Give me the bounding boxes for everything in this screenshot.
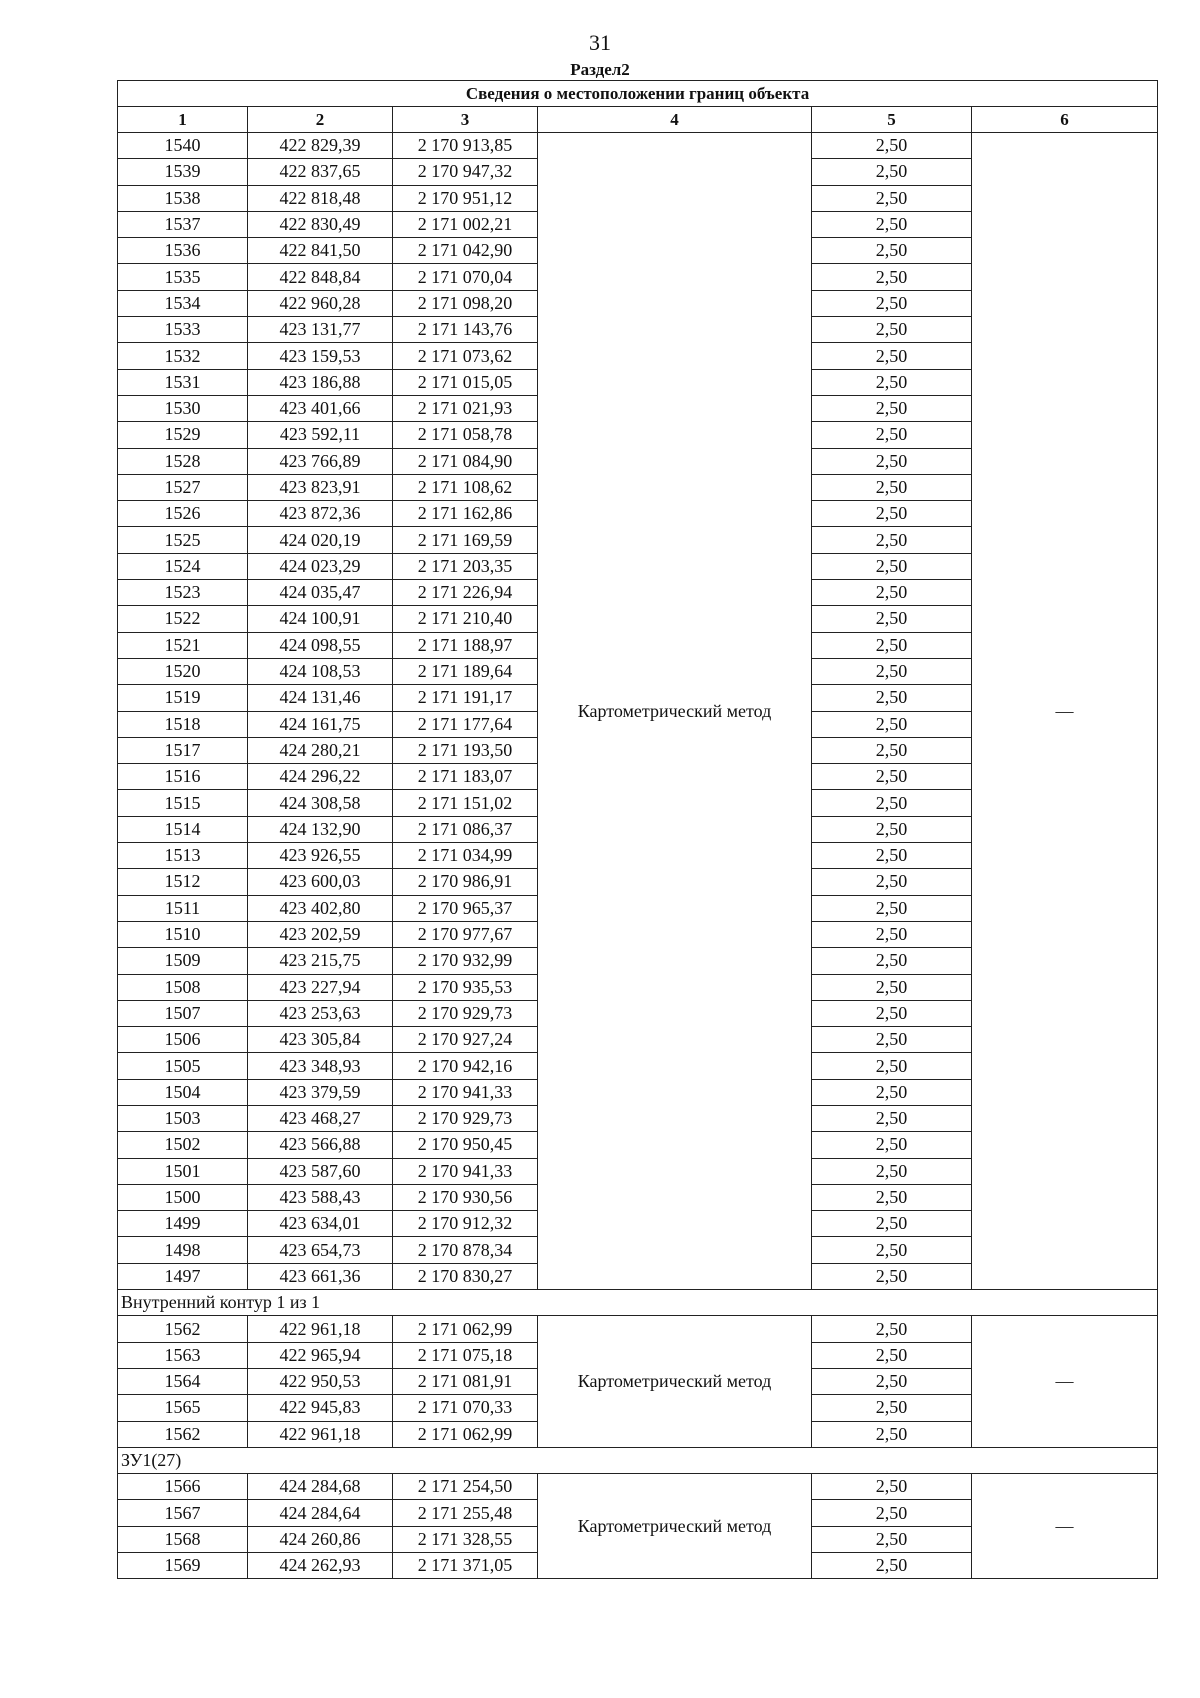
coordinate-y-cell: 2 170 942,16 [393, 1053, 538, 1079]
point-number-cell: 1538 [118, 185, 248, 211]
coordinate-y-cell: 2 171 143,76 [393, 317, 538, 343]
precision-cell: 2,50 [812, 737, 972, 763]
coordinate-x-cell: 423 402,80 [248, 895, 393, 921]
table-caption: Сведения о местоположении границ объекта [118, 81, 1158, 107]
coordinate-x-cell: 423 766,89 [248, 448, 393, 474]
coordinate-x-cell: 424 023,29 [248, 553, 393, 579]
coordinate-x-cell: 422 950,53 [248, 1368, 393, 1394]
coordinate-x-cell: 422 960,28 [248, 290, 393, 316]
precision-cell: 2,50 [812, 343, 972, 369]
precision-cell: 2,50 [812, 1105, 972, 1131]
precision-cell: 2,50 [812, 606, 972, 632]
point-number-cell: 1517 [118, 737, 248, 763]
coordinate-y-cell: 2 171 151,02 [393, 790, 538, 816]
precision-cell: 2,50 [812, 843, 972, 869]
coordinate-y-cell: 2 170 878,34 [393, 1237, 538, 1263]
point-number-cell: 1534 [118, 290, 248, 316]
coordinate-y-cell: 2 171 203,35 [393, 553, 538, 579]
precision-cell: 2,50 [812, 921, 972, 947]
coordinate-x-cell: 422 848,84 [248, 264, 393, 290]
contour-label: Внутренний контур 1 из 1 [118, 1290, 1158, 1316]
coordinate-x-cell: 424 262,93 [248, 1553, 393, 1579]
coordinate-y-cell: 2 171 098,20 [393, 290, 538, 316]
point-number-cell: 1528 [118, 448, 248, 474]
precision-cell: 2,50 [812, 1184, 972, 1210]
point-number-cell: 1512 [118, 869, 248, 895]
coordinate-x-cell: 423 379,59 [248, 1079, 393, 1105]
precision-cell: 2,50 [812, 580, 972, 606]
coordinate-x-cell: 422 829,39 [248, 133, 393, 159]
column-header-row [118, 107, 1158, 133]
contour-label-row [118, 1290, 1158, 1316]
method-cell: Картометрический метод [538, 1316, 812, 1447]
coordinate-x-cell: 423 468,27 [248, 1105, 393, 1131]
precision-cell: 2,50 [812, 290, 972, 316]
coordinate-y-cell: 2 170 977,67 [393, 921, 538, 947]
point-number-cell: 1562 [118, 1421, 248, 1447]
coordinate-x-cell: 422 837,65 [248, 159, 393, 185]
coordinate-x-cell: 423 131,77 [248, 317, 393, 343]
coordinate-x-cell: 422 841,50 [248, 238, 393, 264]
coordinate-x-cell: 423 305,84 [248, 1027, 393, 1053]
column-header-1: 1 [118, 107, 248, 133]
coordinate-x-cell: 423 872,36 [248, 501, 393, 527]
precision-cell: 2,50 [812, 658, 972, 684]
coordinate-x-cell: 423 566,88 [248, 1132, 393, 1158]
coordinate-x-cell: 424 098,55 [248, 632, 393, 658]
column-header-6: 6 [972, 107, 1158, 133]
point-number-cell: 1526 [118, 501, 248, 527]
coordinate-y-cell: 2 170 929,73 [393, 1000, 538, 1026]
precision-cell: 2,50 [812, 711, 972, 737]
coordinate-y-cell: 2 170 935,53 [393, 974, 538, 1000]
coordinate-y-cell: 2 171 177,64 [393, 711, 538, 737]
precision-cell: 2,50 [812, 1053, 972, 1079]
coordinate-x-cell: 423 654,73 [248, 1237, 393, 1263]
precision-cell: 2,50 [812, 764, 972, 790]
precision-cell: 2,50 [812, 553, 972, 579]
coordinate-y-cell: 2 171 021,93 [393, 395, 538, 421]
coordinate-y-cell: 2 171 210,40 [393, 606, 538, 632]
point-number-cell: 1524 [118, 553, 248, 579]
boundary-coordinates-table [117, 80, 1158, 1579]
coordinate-y-cell: 2 171 108,62 [393, 474, 538, 500]
point-number-cell: 1497 [118, 1263, 248, 1289]
point-number-cell: 1569 [118, 1553, 248, 1579]
coordinate-y-cell: 2 171 002,21 [393, 211, 538, 237]
coordinate-y-cell: 2 171 254,50 [393, 1474, 538, 1500]
precision-cell: 2,50 [812, 159, 972, 185]
precision-cell: 2,50 [812, 1027, 972, 1053]
point-number-cell: 1535 [118, 264, 248, 290]
coordinate-x-cell: 423 926,55 [248, 843, 393, 869]
coordinate-x-cell: 424 132,90 [248, 816, 393, 842]
point-number-cell: 1515 [118, 790, 248, 816]
point-number-cell: 1519 [118, 685, 248, 711]
point-number-cell: 1566 [118, 1474, 248, 1500]
point-number-cell: 1522 [118, 606, 248, 632]
precision-cell: 2,50 [812, 1342, 972, 1368]
precision-cell: 2,50 [812, 1421, 972, 1447]
coordinate-y-cell: 2 171 191,17 [393, 685, 538, 711]
precision-cell: 2,50 [812, 1237, 972, 1263]
coordinate-y-cell: 2 171 073,62 [393, 343, 538, 369]
table-row [118, 1316, 1158, 1342]
point-number-cell: 1500 [118, 1184, 248, 1210]
precision-cell: 2,50 [812, 395, 972, 421]
column-header-3: 3 [393, 107, 538, 133]
point-number-cell: 1498 [118, 1237, 248, 1263]
coordinate-x-cell: 422 961,18 [248, 1316, 393, 1342]
coordinate-y-cell: 2 171 189,64 [393, 658, 538, 684]
coordinate-y-cell: 2 170 932,99 [393, 948, 538, 974]
point-number-cell: 1531 [118, 369, 248, 395]
contour-label: ЗУ1(27) [118, 1447, 1158, 1473]
coordinate-x-cell: 423 186,88 [248, 369, 393, 395]
column-header-4: 4 [538, 107, 812, 133]
coordinate-y-cell: 2 171 015,05 [393, 369, 538, 395]
precision-cell: 2,50 [812, 264, 972, 290]
point-number-cell: 1540 [118, 133, 248, 159]
coordinate-x-cell: 423 202,59 [248, 921, 393, 947]
coordinate-y-cell: 2 171 169,59 [393, 527, 538, 553]
column-header-5: 5 [812, 107, 972, 133]
point-number-cell: 1508 [118, 974, 248, 1000]
point-number-cell: 1521 [118, 632, 248, 658]
point-number-cell: 1537 [118, 211, 248, 237]
coordinate-y-cell: 2 171 058,78 [393, 422, 538, 448]
coordinate-y-cell: 2 170 927,24 [393, 1027, 538, 1053]
coordinate-y-cell: 2 171 328,55 [393, 1526, 538, 1552]
coordinate-y-cell: 2 171 062,99 [393, 1421, 538, 1447]
precision-cell: 2,50 [812, 816, 972, 842]
coordinate-y-cell: 2 170 929,73 [393, 1105, 538, 1131]
point-number-cell: 1539 [118, 159, 248, 185]
point-number-cell: 1499 [118, 1211, 248, 1237]
table-caption-row [118, 81, 1158, 107]
coordinate-y-cell: 2 171 255,48 [393, 1500, 538, 1526]
precision-cell: 2,50 [812, 1263, 972, 1289]
precision-cell: 2,50 [812, 1368, 972, 1394]
precision-cell: 2,50 [812, 369, 972, 395]
precision-cell: 2,50 [812, 869, 972, 895]
precision-cell: 2,50 [812, 632, 972, 658]
coordinate-y-cell: 2 171 183,07 [393, 764, 538, 790]
coordinate-x-cell: 423 661,36 [248, 1263, 393, 1289]
precision-cell: 2,50 [812, 1500, 972, 1526]
point-number-cell: 1527 [118, 474, 248, 500]
coordinate-y-cell: 2 171 075,18 [393, 1342, 538, 1368]
coordinate-x-cell: 423 592,11 [248, 422, 393, 448]
coordinate-x-cell: 423 227,94 [248, 974, 393, 1000]
precision-cell: 2,50 [812, 474, 972, 500]
point-number-cell: 1563 [118, 1342, 248, 1368]
coordinate-y-cell: 2 170 913,85 [393, 133, 538, 159]
point-number-cell: 1502 [118, 1132, 248, 1158]
coordinate-x-cell: 423 587,60 [248, 1158, 393, 1184]
coordinate-y-cell: 2 171 188,97 [393, 632, 538, 658]
method-cell: Картометрический метод [538, 133, 812, 1290]
coordinate-x-cell: 422 830,49 [248, 211, 393, 237]
precision-cell: 2,50 [812, 1316, 972, 1342]
coordinate-x-cell: 423 159,53 [248, 343, 393, 369]
precision-cell: 2,50 [812, 317, 972, 343]
precision-cell: 2,50 [812, 1000, 972, 1026]
coordinate-x-cell: 424 100,91 [248, 606, 393, 632]
precision-cell: 2,50 [812, 501, 972, 527]
precision-cell: 2,50 [812, 1079, 972, 1105]
point-number-cell: 1533 [118, 317, 248, 343]
coordinate-y-cell: 2 171 070,33 [393, 1395, 538, 1421]
coordinate-y-cell: 2 170 912,32 [393, 1211, 538, 1237]
coordinate-x-cell: 423 588,43 [248, 1184, 393, 1210]
coordinate-y-cell: 2 171 086,37 [393, 816, 538, 842]
precision-cell: 2,50 [812, 974, 972, 1000]
coordinate-y-cell: 2 171 371,05 [393, 1553, 538, 1579]
point-number-cell: 1532 [118, 343, 248, 369]
table-row [118, 133, 1158, 159]
coordinate-x-cell: 424 260,86 [248, 1526, 393, 1552]
precision-cell: 2,50 [812, 1132, 972, 1158]
coordinate-y-cell: 2 170 930,56 [393, 1184, 538, 1210]
coordinate-y-cell: 2 170 941,33 [393, 1079, 538, 1105]
precision-cell: 2,50 [812, 448, 972, 474]
page-number: 31 [589, 30, 611, 55]
point-number-cell: 1518 [118, 711, 248, 737]
precision-cell: 2,50 [812, 1395, 972, 1421]
coordinate-x-cell: 422 818,48 [248, 185, 393, 211]
point-number-cell: 1513 [118, 843, 248, 869]
precision-cell: 2,50 [812, 790, 972, 816]
precision-cell: 2,50 [812, 1474, 972, 1500]
coordinate-x-cell: 424 108,53 [248, 658, 393, 684]
point-number-cell: 1564 [118, 1368, 248, 1394]
point-number-cell: 1520 [118, 658, 248, 684]
point-number-cell: 1568 [118, 1526, 248, 1552]
precision-cell: 2,50 [812, 685, 972, 711]
coordinate-y-cell: 2 170 947,32 [393, 159, 538, 185]
coordinate-y-cell: 2 171 070,04 [393, 264, 538, 290]
point-number-cell: 1505 [118, 1053, 248, 1079]
point-number-cell: 1530 [118, 395, 248, 421]
column-6-cell: — [972, 1474, 1158, 1579]
point-number-cell: 1536 [118, 238, 248, 264]
point-number-cell: 1529 [118, 422, 248, 448]
coordinate-x-cell: 422 965,94 [248, 1342, 393, 1368]
coordinate-x-cell: 422 961,18 [248, 1421, 393, 1447]
point-number-cell: 1562 [118, 1316, 248, 1342]
coordinate-y-cell: 2 170 951,12 [393, 185, 538, 211]
table-row [118, 1474, 1158, 1500]
point-number-cell: 1514 [118, 816, 248, 842]
column-header-2: 2 [248, 107, 393, 133]
coordinate-x-cell: 424 161,75 [248, 711, 393, 737]
coordinate-y-cell: 2 171 034,99 [393, 843, 538, 869]
contour-label-row [118, 1447, 1158, 1473]
coordinate-y-cell: 2 171 062,99 [393, 1316, 538, 1342]
column-6-cell: — [972, 1316, 1158, 1447]
precision-cell: 2,50 [812, 422, 972, 448]
coordinate-x-cell: 424 296,22 [248, 764, 393, 790]
coordinate-y-cell: 2 171 226,94 [393, 580, 538, 606]
point-number-cell: 1501 [118, 1158, 248, 1184]
coordinate-x-cell: 424 280,21 [248, 737, 393, 763]
column-6-cell: — [972, 133, 1158, 1290]
point-number-cell: 1504 [118, 1079, 248, 1105]
coordinate-x-cell: 424 284,68 [248, 1474, 393, 1500]
precision-cell: 2,50 [812, 1526, 972, 1552]
point-number-cell: 1525 [118, 527, 248, 553]
coordinate-x-cell: 424 308,58 [248, 790, 393, 816]
coordinate-y-cell: 2 170 830,27 [393, 1263, 538, 1289]
coordinate-x-cell: 424 035,47 [248, 580, 393, 606]
point-number-cell: 1506 [118, 1027, 248, 1053]
coordinate-x-cell: 424 131,46 [248, 685, 393, 711]
precision-cell: 2,50 [812, 1158, 972, 1184]
point-number-cell: 1565 [118, 1395, 248, 1421]
point-number-cell: 1503 [118, 1105, 248, 1131]
precision-cell: 2,50 [812, 211, 972, 237]
precision-cell: 2,50 [812, 527, 972, 553]
method-cell: Картометрический метод [538, 1474, 812, 1579]
coordinate-y-cell: 2 171 042,90 [393, 238, 538, 264]
coordinate-x-cell: 424 020,19 [248, 527, 393, 553]
precision-cell: 2,50 [812, 238, 972, 264]
coordinate-y-cell: 2 170 950,45 [393, 1132, 538, 1158]
coordinate-x-cell: 422 945,83 [248, 1395, 393, 1421]
point-number-cell: 1523 [118, 580, 248, 606]
point-number-cell: 1516 [118, 764, 248, 790]
precision-cell: 2,50 [812, 185, 972, 211]
coordinate-x-cell: 423 348,93 [248, 1053, 393, 1079]
precision-cell: 2,50 [812, 1211, 972, 1237]
section-title: Раздел2 [570, 60, 630, 79]
coordinate-x-cell: 423 634,01 [248, 1211, 393, 1237]
coordinate-x-cell: 423 401,66 [248, 395, 393, 421]
precision-cell: 2,50 [812, 948, 972, 974]
precision-cell: 2,50 [812, 1553, 972, 1579]
point-number-cell: 1510 [118, 921, 248, 947]
coordinate-y-cell: 2 170 941,33 [393, 1158, 538, 1184]
coordinate-x-cell: 423 253,63 [248, 1000, 393, 1026]
coordinate-y-cell: 2 171 084,90 [393, 448, 538, 474]
coordinate-x-cell: 423 215,75 [248, 948, 393, 974]
precision-cell: 2,50 [812, 133, 972, 159]
coordinate-x-cell: 423 600,03 [248, 869, 393, 895]
precision-cell: 2,50 [812, 895, 972, 921]
coordinate-x-cell: 423 823,91 [248, 474, 393, 500]
point-number-cell: 1507 [118, 1000, 248, 1026]
point-number-cell: 1511 [118, 895, 248, 921]
coordinate-x-cell: 424 284,64 [248, 1500, 393, 1526]
point-number-cell: 1567 [118, 1500, 248, 1526]
coordinate-y-cell: 2 170 965,37 [393, 895, 538, 921]
coordinate-y-cell: 2 171 193,50 [393, 737, 538, 763]
coordinate-y-cell: 2 171 081,91 [393, 1368, 538, 1394]
coordinate-y-cell: 2 171 162,86 [393, 501, 538, 527]
point-number-cell: 1509 [118, 948, 248, 974]
coordinate-y-cell: 2 170 986,91 [393, 869, 538, 895]
